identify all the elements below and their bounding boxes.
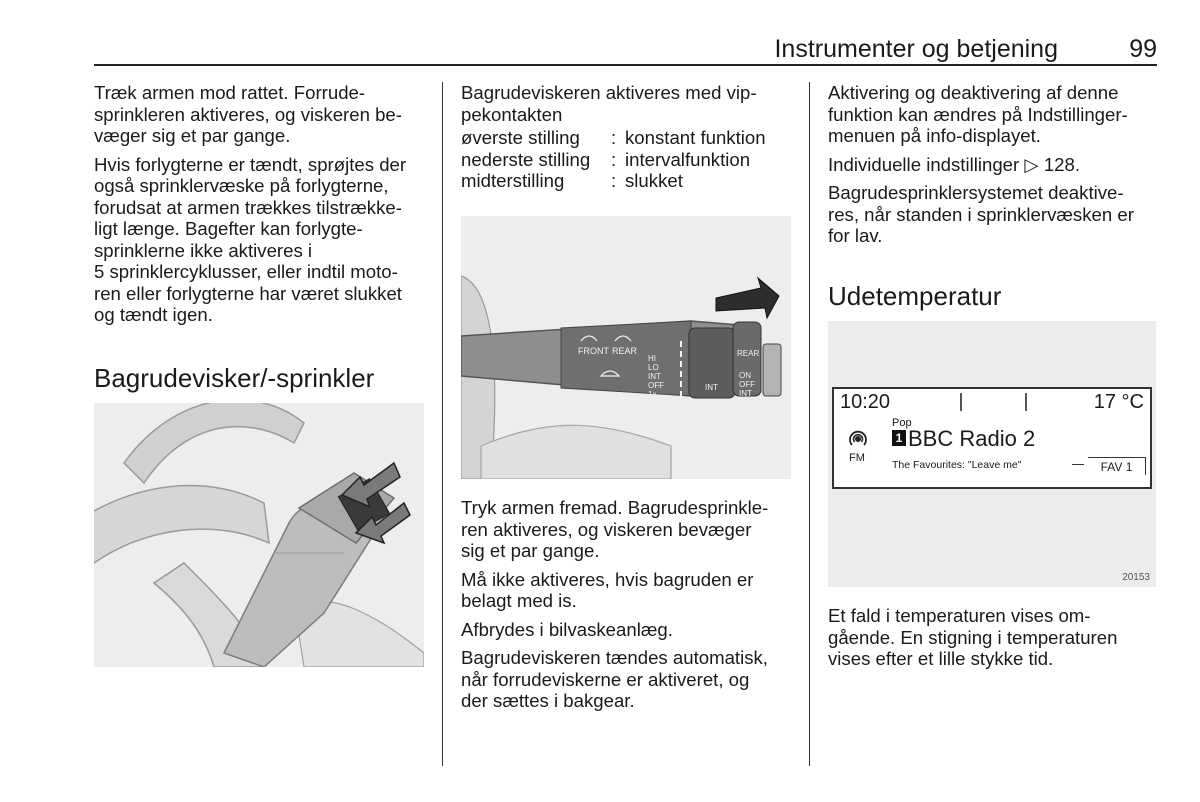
label-rear-2: REAR <box>737 349 760 358</box>
label-rear: REAR <box>612 346 638 356</box>
label-off: OFF <box>648 381 664 390</box>
label-int-2: INT <box>739 389 752 398</box>
section-heading-outside-temperature: Udetemperatur <box>828 281 1002 311</box>
fav-button: FAV 1 <box>1088 457 1146 475</box>
paragraph: Træk armen mod rattet. Forrude- sprinkleren aktiveres, og viskeren be- væger sig et par gange. <box>94 82 402 146</box>
radio-signal-icon <box>846 427 870 451</box>
settings-function: slukket <box>625 170 683 191</box>
label-int: INT <box>648 372 661 381</box>
lever-pull-illustration <box>94 403 424 667</box>
label-off-2: OFF <box>739 380 755 389</box>
figure-steering-lever-pull <box>94 403 424 667</box>
settings-row <box>461 170 796 192</box>
settings-separator: : <box>611 148 617 170</box>
figure-id: 20153 <box>1122 572 1150 583</box>
label-1x: 1x <box>648 390 657 399</box>
paragraph: Aktivering og deaktivering af denne funktion kan ændres på Indstillinger- menuen på info-displayet. <box>828 82 1128 146</box>
paragraph: Individuelle indstillinger ▷ 128. <box>828 153 1081 175</box>
label-hi: HI <box>648 354 656 363</box>
column-2 <box>461 82 796 192</box>
display-station: BBC Radio 2 <box>908 426 1036 451</box>
display-track: The Favourites: "Leave me" <box>892 459 1022 471</box>
paragraph: Tryk armen fremad. Bagrudesprinkle- ren aktiveres, og viskeren bevæger sig et par gange. <box>461 497 769 561</box>
header-title: Instrumenter og betjening <box>774 35 1058 63</box>
display-genre: Pop <box>892 417 912 429</box>
figure-info-display <box>828 321 1156 587</box>
settings-separator: : <box>611 170 617 191</box>
column-divider-2 <box>809 82 810 766</box>
column-2-lower <box>461 497 796 719</box>
figure-rear-wiper-lever <box>461 216 791 479</box>
display-temperature: 17 °C <box>1093 391 1144 413</box>
settings-table <box>461 127 796 192</box>
settings-position: nederste stilling <box>461 148 591 170</box>
paragraph: Bagrudeviskeren tændes automatisk, når forrudeviskerne er aktiveret, og der sættes i bakgear. <box>461 647 768 711</box>
paragraph: Hvis forlygterne er tændt, sprøjtes der også sprinklervæske på forlygterne, forudsat at armen trækkes tilstrække- ligt længe. Bagefter kan forlygte- sprinklerne ikke aktiveres i 5 sprinklercyklusser, eller indtil moto- ren eller forlygterne har været slukket og tændt igen. <box>94 153 407 325</box>
column-divider-1 <box>442 82 443 766</box>
page-number: 99 <box>1129 35 1157 63</box>
label-lo: LO <box>648 363 659 372</box>
settings-position: øverste stilling <box>461 127 580 148</box>
settings-function: konstant funktion <box>625 127 766 148</box>
info-display-screen <box>832 387 1152 489</box>
column-1 <box>94 82 429 333</box>
settings-row <box>461 127 796 149</box>
rear-wiper-lever-illustration <box>461 216 791 479</box>
preset-number-badge: 1 <box>892 430 906 446</box>
settings-position: midterstilling <box>461 170 565 191</box>
display-time: 10:20 <box>840 391 891 413</box>
settings-row <box>461 149 796 171</box>
paragraph: Afbrydes i bilvaskeanlæg. <box>461 618 673 640</box>
label-on: ON <box>739 371 751 380</box>
paragraph: Må ikke aktiveres, hvis bagruden er belagt med is. <box>461 568 754 611</box>
section-heading-rear-wiper: Bagrudevisker/-sprinkler <box>94 363 375 393</box>
settings-function: intervalfunktion <box>625 148 751 170</box>
display-band: FM <box>849 452 865 464</box>
settings-separator: : <box>611 127 617 148</box>
label-int-3: INT <box>705 383 718 392</box>
paragraph: Et fald i temperaturen vises om- gående. En stigning i temperaturen vises efter et lille stykke tid. <box>828 605 1118 669</box>
paragraph: Bagrudesprinklersystemet deaktive- res, når standen i sprinklervæsken er for lav. <box>828 182 1134 246</box>
column-3-lower <box>828 605 1163 677</box>
column-3 <box>828 82 1163 254</box>
label-front: FRONT <box>578 346 609 356</box>
paragraph: Bagrudeviskeren aktiveres med vip- pekontakten <box>461 82 757 125</box>
header-rule <box>94 64 1157 66</box>
